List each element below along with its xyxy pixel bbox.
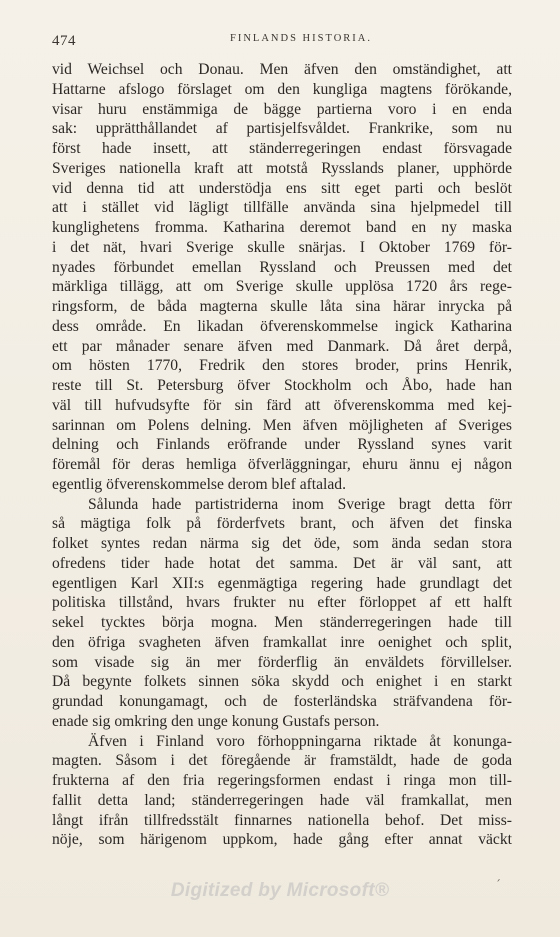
text-line: i det nät, hvari Sverige skulle snärjas. I Oktober 1769 för- [52,238,512,256]
page-number: 474 [52,33,76,49]
text-line: visar huru enstämmiga de bägge partierna voro i en enda [52,100,512,118]
text-line: kunglighetens fromma. Katharina deremot band en ny maska [52,219,512,236]
text-line: så mägtiga folk på förderfvets brant, och äfven det finska [52,515,512,533]
text-line: den öfriga svagheten äfven framkallat inre oenighet och split, [52,633,512,651]
text-line: nyades förbundet emellan Ryssland och Preussen med det [52,258,512,276]
text-line: vid Weichsel och Donau. Men äfven den omständighet, att [52,61,512,78]
text-line: sekel tycktes börja mogna. Men ständerregeringen hade till [52,614,512,631]
text-line: reste till St. Petersburg öfver Stockholm och Åbo, hade han [52,377,512,394]
text-line: politiska tillstånd, hvars frukter nu efter förloppet af ett halft [52,594,512,612]
text-line: grundad konungamagt, och de fosterländska sträfvandena för- [52,693,512,710]
text-line: nöje, som härigenom uppkom, hade gång efter annat väckt [52,831,512,849]
text-line: enade sig omkring den unge konung Gustafs person. [52,712,380,730]
text-line: ett par månader senare äfven med Danmark. Då året derpå, [52,337,512,355]
text-line: Sveriges nationella kraft att motstå Rysslands planer, upphörde [52,159,512,177]
text-line: sarinnan om Polens delning. Men äfven möjligheten af Sveriges [52,416,512,434]
text-line: Hattarne afslogo förslaget om den kungliga magtens förökande, [52,80,512,98]
text-line: egentlig öfverenskommelse derom blef aftalad. [52,475,347,493]
running-head [52,33,510,53]
text-line: sak: upprätthållandet af partisjelfsvåldet. Frankrike, som nu [52,120,512,138]
text-line: dess område. En likadan öfverenskommelse ingick Katharina [52,317,512,335]
text-line: vid denna tid att understödja ens sitt eget parti och beslöt [52,179,512,197]
digitization-watermark: Digitized by Microsoft® [170,880,390,901]
text-line: frukterna af den fria regeringsformen endast i ringa mon till- [52,772,512,789]
text-line: att i stället vid lägligt tillfälle använda sina hjelpmedel till [52,199,512,217]
margin-mark: ´ [495,878,501,892]
text-line: Då begynte folkets sinnen söka skydd och enighet i en starkt [52,673,512,691]
text-line: väl till hufvudsyfte för sin färd att öfverenskomma med kej- [52,396,512,414]
text-line: ofredens tider hade hotat det samma. Det är väl sant, att [52,554,512,572]
text-line: delning och Finlands eröfrande under Ryssland synes varit [52,436,512,454]
text-line: fallit detta land; ständerregeringen hade väl framkallat, men [52,791,512,809]
running-title: FINLANDS HISTORIA. [230,33,372,44]
text-line: först hade insett, att ständerregeringen endast försvagade [52,140,512,157]
text-line: föremål för deras hemliga öfverläggningar, ehuru ännu ej någon [52,456,512,473]
text-line: egentligen Karl XII:s egenmägtiga regering hade grundlagt det [52,574,512,592]
text-line: Äfven i Finland voro förhoppningarna riktade åt konunga- [88,732,512,750]
text-line: magten. Såsom i det föregående är framstäldt, hade de goda [52,752,512,770]
text-line: folket syntes redan närma sig det öde, som ända sedan stora [52,535,512,552]
body-text [52,60,512,850]
text-line: som visade sig än mer förderflig än enväldets förvillelser. [52,653,512,671]
text-line: märkliga tillägg, att om Sverige skulle upplösa 1720 års rege- [52,278,512,296]
text-line: om hösten 1770, Fredrik den stores broder, prins Henrik, [52,357,512,375]
text-line: långt ifrån tillfredsstält finnarnes nationella behof. Det miss- [52,811,512,829]
text-line: Sålunda hade partistriderna inom Sverige bragt detta förr [88,495,512,513]
text-line: ringsform, de båda magterna skulle låta sina härar inrycka på [52,298,512,315]
